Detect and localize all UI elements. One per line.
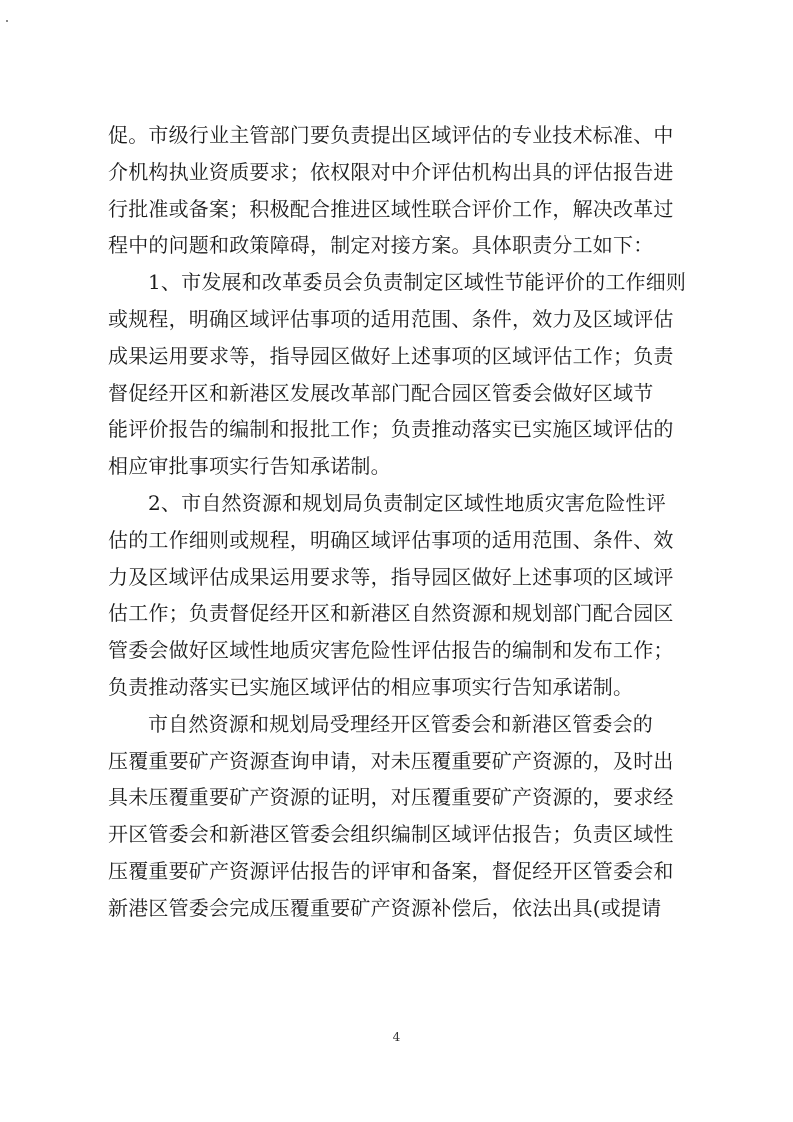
text-line: 新港区管委会完成压覆重要矿产资源补偿后，依法出具(或提请 <box>108 895 662 920</box>
body-text <box>108 117 693 927</box>
text-line: 市自然资源和规划局受理经开区管委会和新港区管委会的 <box>148 711 653 736</box>
text-line: 估的工作细则或规程，明确区域评估事项的适用范围、条件、效 <box>108 527 674 552</box>
text-line: 压覆重要矿产资源评估报告的评审和备案，督促经开区管委会和 <box>108 858 674 883</box>
text-line: 相应审批事项实行告知承诺制。 <box>108 454 391 479</box>
text-line: 或规程，明确区域评估事项的适用范围、条件，效力及区域评估 <box>108 306 674 331</box>
text-line: 力及区域评估成果运用要求等，指导园区做好上述事项的区域评 <box>108 564 674 589</box>
text-line: 2、市自然资源和规划局负责制定区域性地质灾害危险性评 <box>148 490 666 515</box>
text-line: 督促经开区和新港区发展改革部门配合园区管委会做好区域节 <box>108 380 654 405</box>
text-line: 1、市发展和改革委员会负责制定区域性节能评价的工作细则 <box>148 270 687 295</box>
text-line: 管委会做好区域性地质灾害危险性评估报告的编制和发布工作； <box>108 638 674 663</box>
text-line: 能评价报告的编制和报批工作；负责推动落实已实施区域评估的 <box>108 417 674 442</box>
page-number: 4 <box>392 1030 401 1044</box>
text-line: 压覆重要矿产资源查询申请，对未压覆重要矿产资源的，及时出 <box>108 748 674 773</box>
text-line: 成果运用要求等，指导园区做好上述事项的区域评估工作；负责 <box>108 343 674 368</box>
text-line: 具未压覆重要矿产资源的证明，对压覆重要矿产资源的，要求经 <box>108 785 674 810</box>
text-line: 开区管委会和新港区管委会组织编制区域评估报告；负责区域性 <box>108 822 674 847</box>
text-line: 程中的问题和政策障碍，制定对接方案。具体职责分工如下： <box>108 233 654 258</box>
text-line: 负责推动落实已实施区域评估的相应事项实行告知承诺制。 <box>108 674 634 699</box>
scan-dot <box>6 20 8 22</box>
text-line: 促。市级行业主管部门要负责提出区域评估的专业技术标准、中 <box>108 123 674 147</box>
text-line: 估工作；负责督促经开区和新港区自然资源和规划部门配合园区 <box>108 601 674 626</box>
text-line: 行批准或备案；积极配合推进区域性联合评价工作，解决改革过 <box>108 196 674 221</box>
text-line: 介机构执业资质要求；依权限对中介评估机构出具的评估报告进 <box>108 159 674 184</box>
